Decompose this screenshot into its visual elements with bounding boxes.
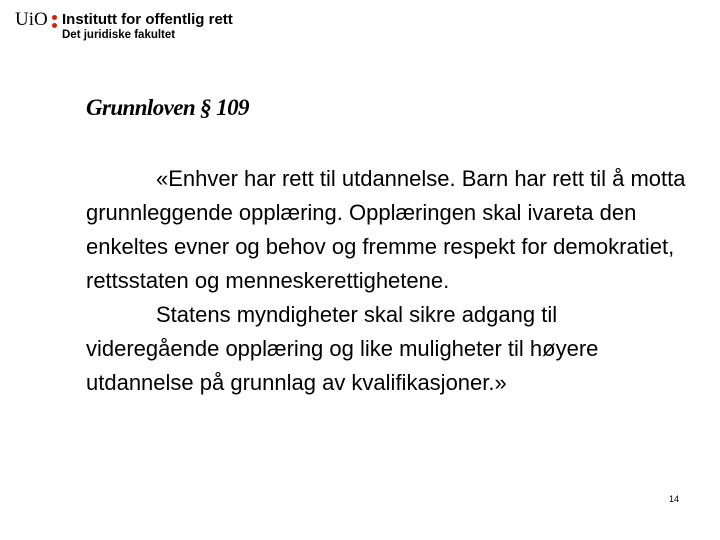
quote-paragraph-2: Statens myndigheter skal sikre adgang til videregående opplæring og like muligheter til høyere utdannelse på grunnlag av kvalifikasjoner.» <box>86 302 599 395</box>
page-number: 14 <box>668 494 679 504</box>
logo-dot-bottom <box>52 23 57 28</box>
quote-paragraph-1: «Enhver har rett til utdannelse. Barn har rett til å motta grunnleggende opplæring. Opplæringen skal ivareta den enkeltes evner og behov og fremme respekt for demokratiet, rettsstaten og menneskerettighetene. <box>86 166 686 293</box>
uio-logo: UiO <box>15 9 48 30</box>
quote-body <box>86 162 696 400</box>
uio-logo-colon-icon <box>52 14 58 30</box>
faculty-name: Det juridiske fakultet <box>62 29 176 41</box>
slide-title: Grunnloven § 109 <box>86 95 249 120</box>
institute-name: Institutt for offentlig rett <box>62 11 233 28</box>
logo-dot-top <box>52 15 57 20</box>
